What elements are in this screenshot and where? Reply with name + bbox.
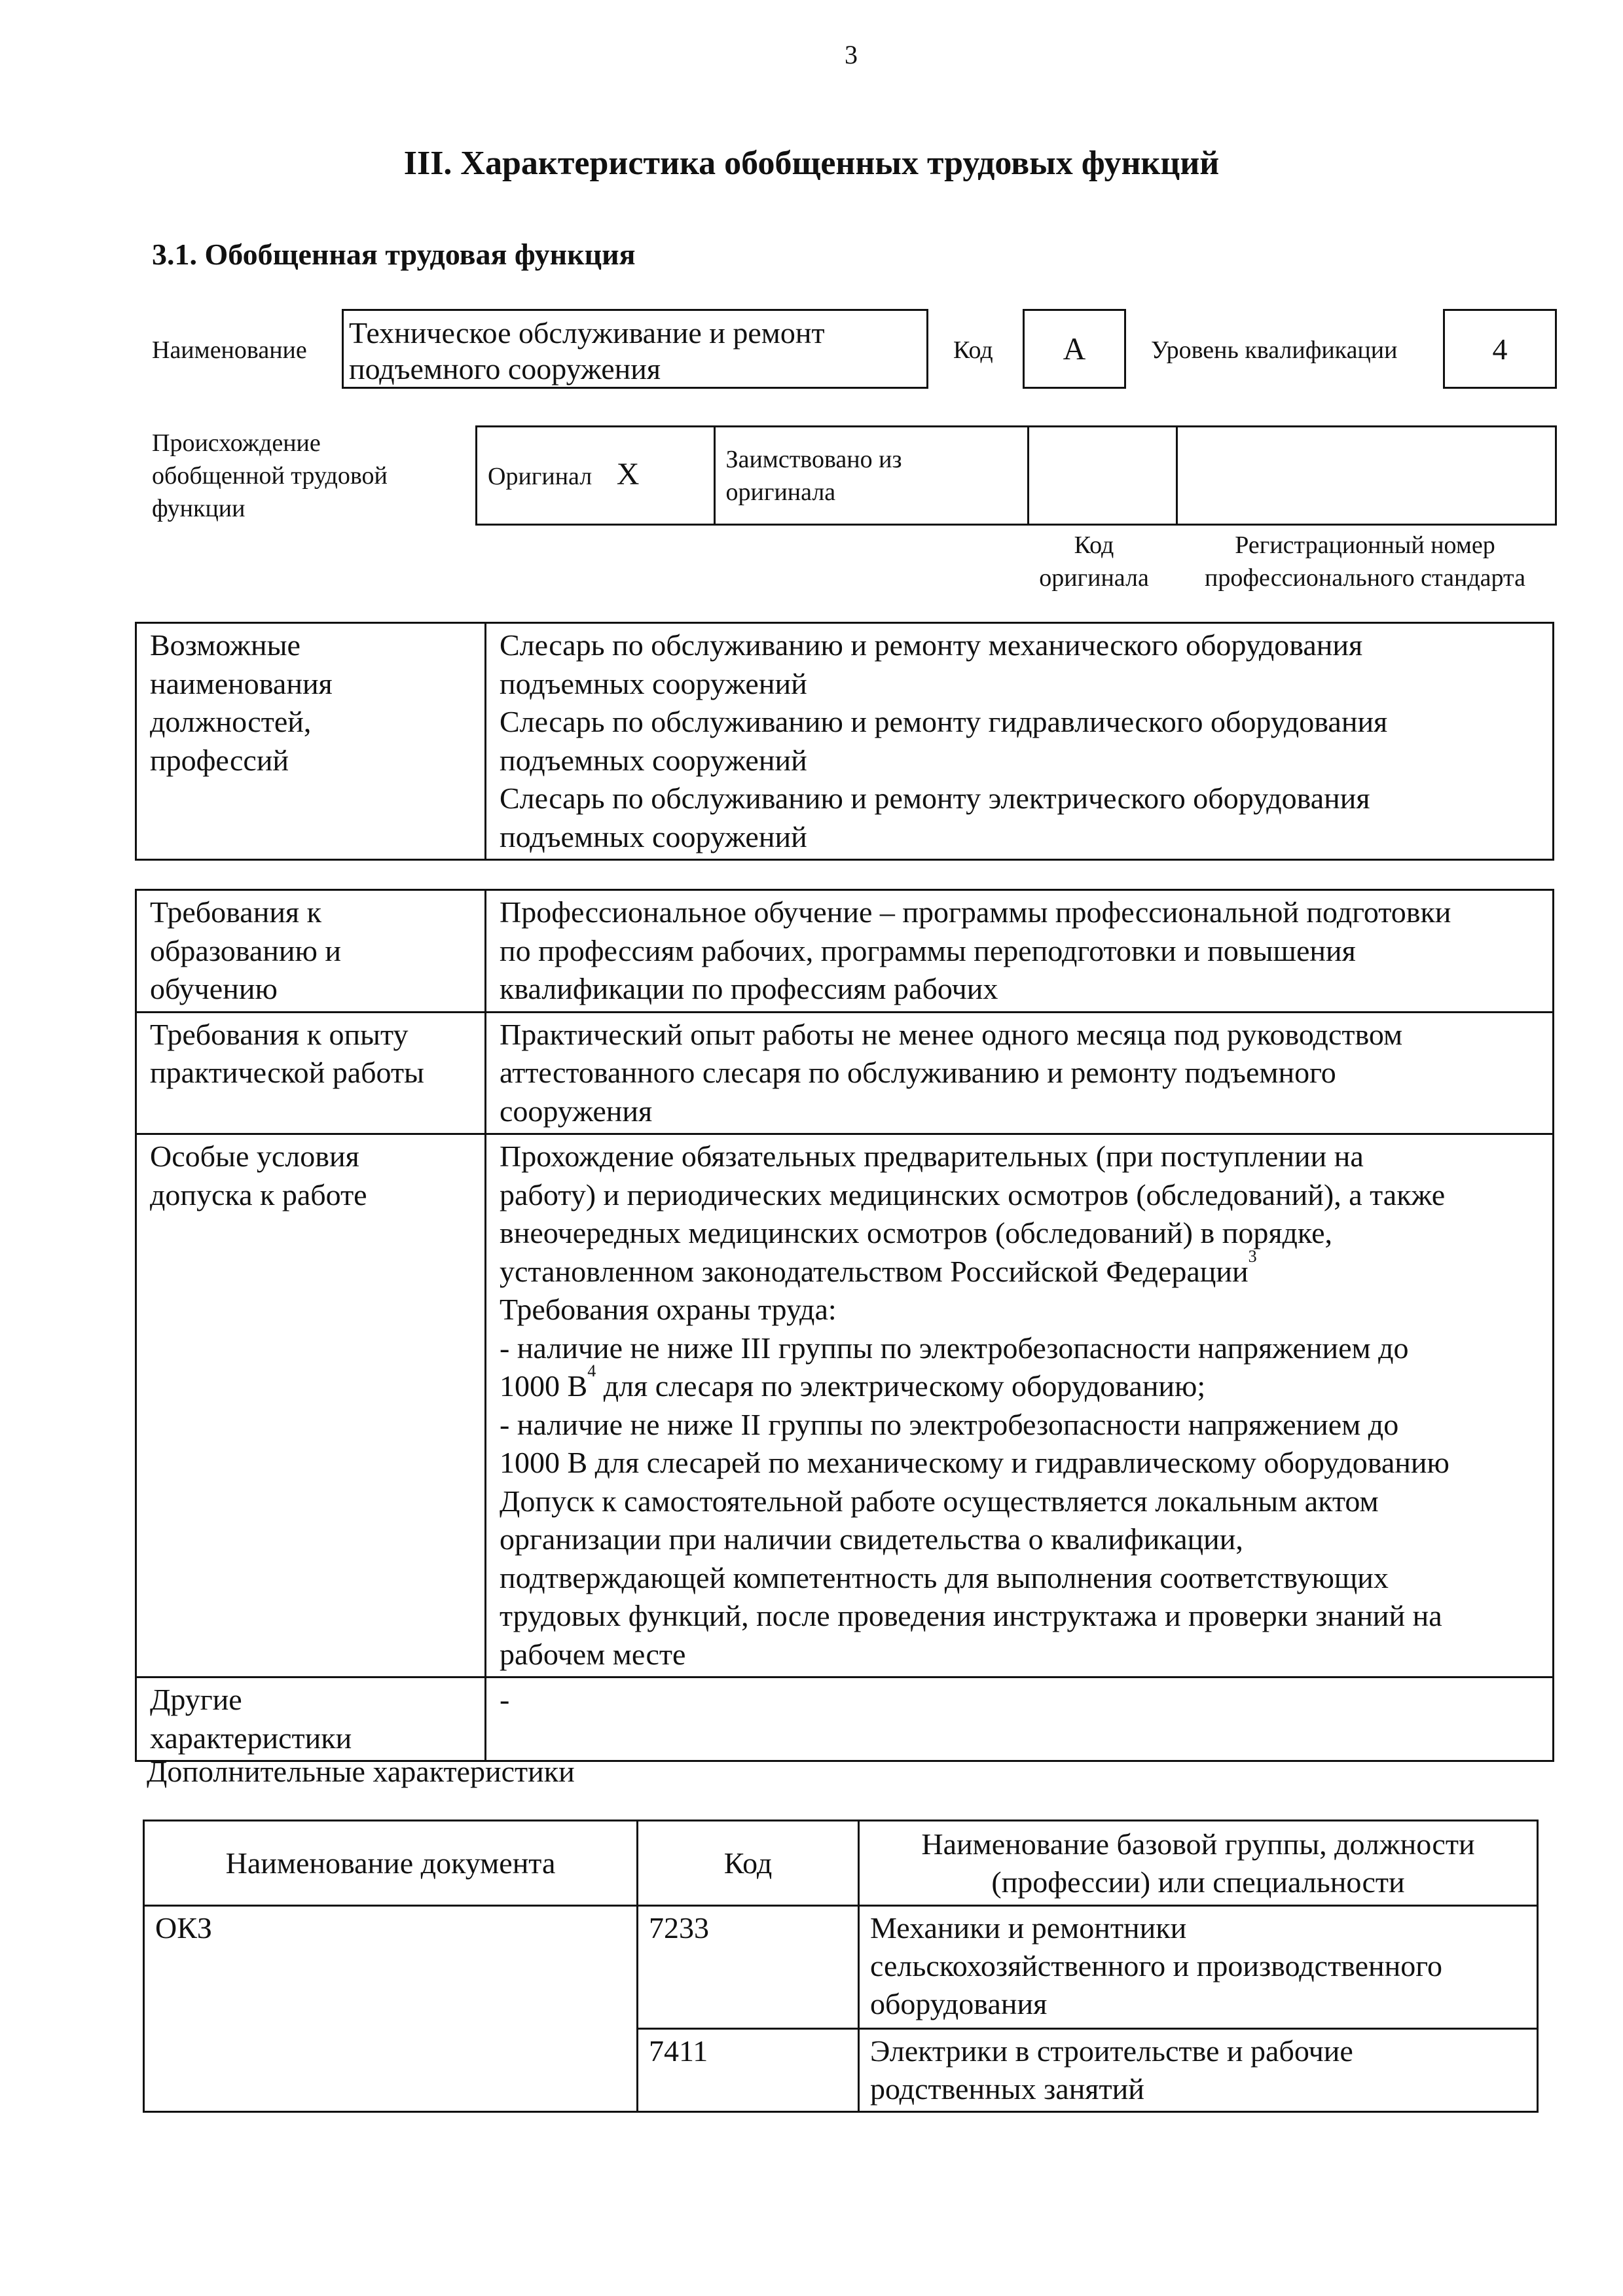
registration-caption [1172,529,1558,594]
experience-line-3: сооружения [500,1094,653,1128]
special-line-4-text: установленном законодательством Российской Федерации [500,1254,1249,1288]
origin-label [152,427,388,525]
header-code: Код [638,1821,859,1906]
special-line-2: работу) и периодических медицинских осмотров (обследований), а также [500,1177,1446,1211]
positions-label-line-1: Возможные [150,628,301,662]
code-value: А [1023,309,1126,389]
special-conditions-value-cell [486,1134,1554,1677]
education-label-cell [136,890,486,1013]
header-doc-name: Наименование документа [144,1821,638,1906]
borrowed-label-line-1: Заимствовано из [725,445,902,473]
header-group-name-line-2: (профессии) или специальности [991,1865,1405,1899]
function-name-line-1: Техническое обслуживание и ремонт [349,316,825,350]
name-label: Наименование [152,336,307,364]
borrowed-label-line-2: оригинала [725,478,836,506]
experience-label-line-1: Требования к опыту [150,1017,409,1051]
function-name-line-2: подъемного сооружения [349,352,661,386]
origin-table [475,425,1557,526]
special-line-12: подтверждающей компетентность для выполнения соответствующих [500,1560,1389,1594]
additional-title: Дополнительные характеристики [147,1755,575,1788]
level-label: Уровень квалификации [1151,336,1398,364]
row-1-name-line-2: сельскохозяйственного и производственного [870,1949,1442,1982]
requirements-table [135,889,1554,1762]
function-name-box [342,309,928,389]
education-label-line-1: Требования к [150,895,321,929]
experience-line-1: Практический опыт работы не менее одного месяца под руководством [500,1017,1403,1051]
positions-label-line-3: должностей, [150,705,312,738]
footnote-4: 4 [587,1361,596,1380]
footnote-3: 3 [1248,1246,1257,1266]
special-line-7a: 1000 В [500,1369,588,1403]
education-label-line-3: обучению [150,972,278,1005]
row-name [859,1906,1538,2029]
origin-label-line-1: Происхождение [152,429,321,457]
special-line-7 [500,1361,1539,1406]
position-line-3: Слесарь по обслуживанию и ремонту гидравлического оборудования [500,705,1388,738]
experience-value-cell [486,1012,1554,1134]
positions-value-cell [486,623,1554,860]
borrowed-cell [714,427,1028,525]
other-value: - [500,1683,510,1716]
code-label: Код [953,336,993,364]
special-line-10: Допуск к самостоятельной работе осуществляется локальным актом [500,1484,1379,1518]
origin-label-line-3: функции [152,495,246,522]
special-line-5: Требования охраны труда: [500,1293,837,1326]
original-code-cell [1028,427,1176,525]
education-line-3: квалификации по профессиям рабочих [500,972,998,1005]
code-caption-line-1: Код [1074,531,1114,559]
subsection-title: 3.1. Обобщенная трудовая функция [152,238,636,271]
positions-label-line-2: наименования [150,666,333,700]
positions-label-cell [136,623,486,860]
row-1-name-line-3: оборудования [870,1987,1048,2020]
position-line-6: подъемных сооружений [500,819,807,853]
doc-name-cell: ОКЗ [144,1906,638,2112]
other-value-cell [486,1677,1554,1761]
positions-label-line-4: профессий [150,743,289,777]
special-line-7b: для слесаря по электрическому оборудованию; [596,1369,1206,1403]
position-line-1: Слесарь по обслуживанию и ремонту механического оборудования [500,628,1363,662]
original-mark: X [616,457,640,492]
page-number: 3 [845,40,858,69]
special-conditions-label-line-2: допуска к работе [150,1177,367,1211]
code-caption-line-2: оригинала [1039,564,1149,592]
special-line-14: рабочем месте [500,1637,686,1671]
education-label-line-2: образованию и [150,933,341,967]
table-row [144,1906,1538,2029]
experience-label-line-2: практической работы [150,1056,424,1089]
position-line-2: подъемных сооружений [500,666,807,700]
experience-label-cell [136,1012,486,1134]
header-group-name-line-1: Наименование базовой группы, должности [921,1827,1475,1861]
special-line-9: 1000 В для слесарей по механическому и гидравлическому оборудованию [500,1446,1450,1479]
special-line-8: - наличие не ниже II группы по электробезопасности напряжением до [500,1407,1399,1441]
level-value: 4 [1443,309,1557,389]
experience-line-2: аттестованного слесаря по обслуживанию и ремонту подъемного [500,1056,1336,1089]
row-2-name-line-2: родственных занятий [870,2072,1144,2106]
original-cell [477,427,715,525]
special-line-13: трудовых функций, после проведения инструктажа и проверки знаний на [500,1599,1442,1632]
other-label-line-1: Другие [150,1683,242,1716]
additional-table [143,1820,1539,2113]
special-line-6: - наличие не ниже III группы по электробезопасности напряжением до [500,1331,1409,1365]
row-name [859,2029,1538,2112]
special-conditions-label-cell [136,1134,486,1677]
original-label: Оригинал [488,463,593,490]
row-code: 7233 [638,1906,859,2029]
section-title: III. Характеристика обобщенных трудовых функций [403,145,1220,182]
education-value-cell [486,890,1554,1013]
special-line-4 [500,1246,1539,1291]
row-2-name-line-1: Электрики в строительстве и рабочие [870,2034,1353,2068]
other-label-cell [136,1677,486,1761]
registration-caption-line-2: профессионального стандарта [1205,564,1525,592]
other-label-line-2: характеристики [150,1721,352,1755]
row-code: 7411 [638,2029,859,2112]
header-group-name [859,1821,1538,1906]
special-line-3: внеочередных медицинских осмотров (обследований) в порядке, [500,1216,1333,1249]
row-1-name-line-1: Механики и ремонтники [870,1911,1187,1945]
registration-number-cell [1177,427,1556,525]
position-line-5: Слесарь по обслуживанию и ремонту электрического оборудования [500,781,1370,815]
education-line-2: по профессиям рабочих, программы переподготовки и повышения [500,933,1356,967]
special-line-1: Прохождение обязательных предварительных (при поступлении на [500,1139,1364,1173]
position-line-4: подъемных сооружений [500,743,807,777]
special-conditions-label-line-1: Особые условия [150,1139,359,1173]
special-line-11: организации при наличии свидетельства о квалификации, [500,1522,1243,1556]
positions-table [135,622,1554,861]
code-caption [1019,529,1169,594]
registration-caption-line-1: Регистрационный номер [1235,531,1495,559]
education-line-1: Профессиональное обучение – программы профессиональной подготовки [500,895,1451,929]
origin-label-line-2: обобщенной трудовой [152,462,388,490]
